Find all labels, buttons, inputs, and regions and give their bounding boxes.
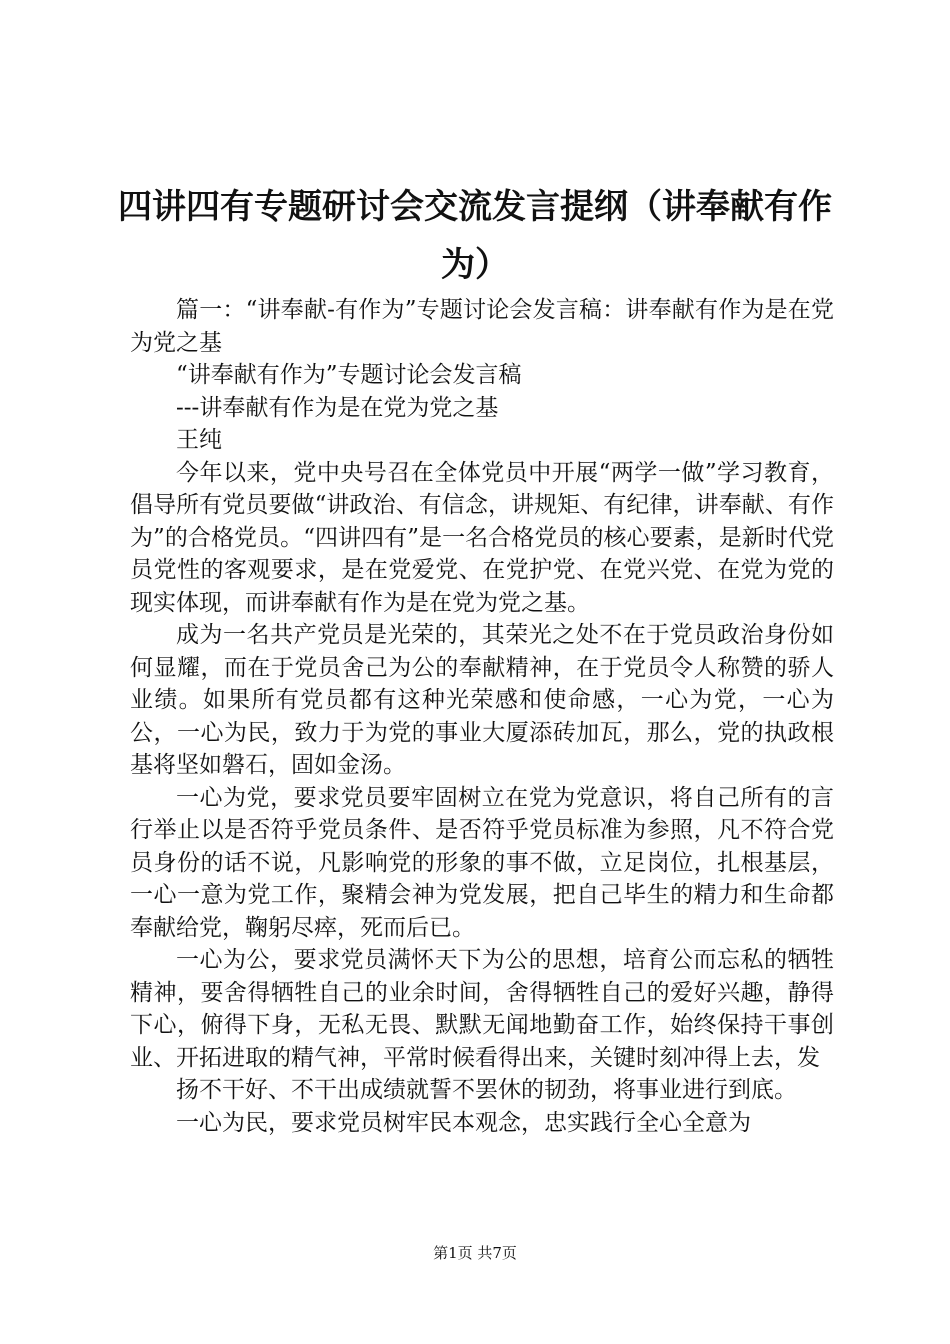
paragraph-body: 今年以来，党中央号召在全体党员中开展“两学一做”学习教育，倡导所有党员要做“讲政治、有信念，讲规矩、有纪律，讲奉献、有作为”的合格党员。“四讲四有”是一名合格党员的核心要素，是新时代党员党性的客观要求，是在党爱党、在党护党、在党兴党、在党为党的现实体现，而讲奉献有作为是在党为党之基。 [130, 459, 834, 616]
paragraph-heading: 篇一：“讲奉献-有作为”专题讨论会发言稿：讲奉献有作为是在党为党之基 [130, 297, 834, 356]
document-body [130, 294, 834, 1139]
paragraph-body: 一心为民，要求党员树牢民本观念，忠实践行全心全意为 [176, 1109, 751, 1136]
paragraph-author: 王纯 [176, 427, 222, 453]
document-title: 四讲四有专题研讨会交流发言提纲（讲奉献有作为） [118, 187, 832, 285]
paragraph-body: 一心为党，要求党员要牢固树立在党为党意识，将自己所有的言行举止以是否符乎党员条件、是否符乎党员标准为参照，凡不符合党员身份的话不说，凡影响党的形象的事不做，立足岗位，扎根基层，一心一意为党工作，聚精会神为党发展，把自己毕生的精力和生命都奉献给党，鞠躬尽瘁，死而后已。 [130, 784, 834, 941]
paragraph-body: 一心为公，要求党员满怀天下为公的思想，培育公而忘私的牺牲精神，要舍得牺牲自己的业余时间，舍得牺牲自己的爱好兴趣，静得下心，俯得下身，无私无畏、默默无闻地勤奋工作，始终保持干事创业、开拓进取的精气神，平常时候看得出来，关键时刻冲得上去，发 [130, 947, 834, 1071]
paragraph-body: 成为一名共产党员是光荣的，其荣光之处不在于党员政治身份如何显耀，而在于党员舍己为公的奉献精神，在于党员令人称赞的骄人业绩。如果所有党员都有这种光荣感和使命感，一心为党，一心为公，一心为民，致力于为党的事业大厦添砖加瓦，那么，党的执政根基将坚如磐石，固如金汤。 [130, 622, 834, 778]
paragraph-subheading: ---讲奉献有作为是在党为党之基 [176, 394, 499, 421]
paragraph-body: 扬不干好、不干出成绩就誓不罢休的韧劲，将事业进行到底。 [176, 1077, 797, 1103]
page-footer: 第1页 共7页 [433, 1244, 517, 1262]
paragraph-subtitle: “讲奉献有作为”专题讨论会发言稿 [176, 362, 522, 388]
